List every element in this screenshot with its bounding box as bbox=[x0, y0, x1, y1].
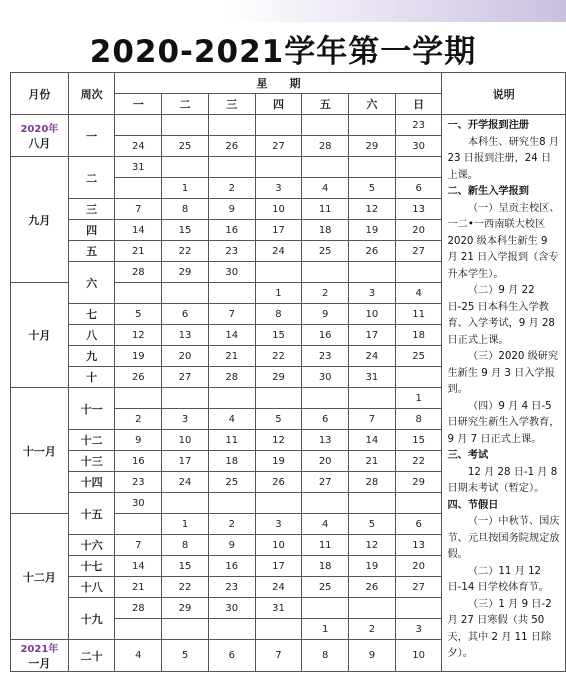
day-cell: 26 bbox=[208, 136, 255, 157]
month-cell bbox=[11, 514, 69, 640]
day-cell: 4 bbox=[115, 640, 162, 672]
day-cell: 23 bbox=[395, 115, 442, 136]
day-cell: 8 bbox=[302, 640, 349, 672]
day-cell bbox=[255, 388, 302, 409]
month-cell bbox=[11, 115, 69, 157]
day-cell: 19 bbox=[349, 556, 396, 577]
day-cell: 22 bbox=[255, 346, 302, 367]
week-cell: 十四 bbox=[68, 472, 115, 493]
day-cell: 12 bbox=[349, 199, 396, 220]
page-title: 2020-2021学年第一学期 bbox=[89, 34, 477, 70]
day-cell: 18 bbox=[302, 220, 349, 241]
day-cell: 16 bbox=[208, 556, 255, 577]
day-cell: 30 bbox=[115, 493, 162, 514]
week-cell: 十二 bbox=[68, 430, 115, 451]
week-cell: 四 bbox=[68, 220, 115, 241]
day-cell: 14 bbox=[208, 325, 255, 346]
day-cell: 28 bbox=[302, 136, 349, 157]
month-cell bbox=[11, 157, 69, 283]
year-label: 2020年 bbox=[20, 124, 59, 135]
day-cell bbox=[208, 493, 255, 514]
day-cell: 5 bbox=[162, 640, 209, 672]
day-cell: 1 bbox=[162, 514, 209, 535]
day-cell: 10 bbox=[395, 640, 442, 672]
day-cell bbox=[208, 115, 255, 136]
day-cell: 5 bbox=[115, 304, 162, 325]
week-cell: 八 bbox=[68, 325, 115, 346]
day-cell: 6 bbox=[395, 178, 442, 199]
day-cell bbox=[255, 619, 302, 640]
day-cell: 22 bbox=[162, 241, 209, 262]
day-cell: 11 bbox=[208, 430, 255, 451]
weekday-header: 二 bbox=[162, 94, 209, 115]
day-cell: 15 bbox=[162, 220, 209, 241]
day-cell: 16 bbox=[208, 220, 255, 241]
day-cell: 31 bbox=[255, 598, 302, 619]
day-cell bbox=[208, 283, 255, 304]
week-cell: 三 bbox=[68, 199, 115, 220]
day-cell: 15 bbox=[162, 556, 209, 577]
day-cell: 12 bbox=[349, 535, 396, 556]
day-cell: 1 bbox=[255, 283, 302, 304]
day-cell: 7 bbox=[255, 640, 302, 672]
day-cell bbox=[349, 115, 396, 136]
notes-paragraph: 本科生、研究生8 月 23 日报到注册，24 日上课。 bbox=[447, 136, 560, 181]
month-label: 一月 bbox=[28, 657, 51, 670]
day-cell bbox=[395, 367, 442, 388]
day-cell: 30 bbox=[208, 598, 255, 619]
day-cell: 3 bbox=[395, 619, 442, 640]
calendar-row bbox=[11, 115, 566, 136]
day-cell bbox=[115, 178, 162, 199]
day-cell: 1 bbox=[302, 619, 349, 640]
day-cell bbox=[255, 115, 302, 136]
day-cell: 10 bbox=[255, 535, 302, 556]
notes-heading: 二、新生入学报到 bbox=[447, 186, 529, 197]
day-cell: 17 bbox=[162, 451, 209, 472]
day-cell: 13 bbox=[162, 325, 209, 346]
day-cell bbox=[115, 619, 162, 640]
day-cell: 3 bbox=[255, 514, 302, 535]
day-cell: 26 bbox=[349, 241, 396, 262]
day-cell: 21 bbox=[349, 451, 396, 472]
month-label: 九月 bbox=[28, 213, 51, 227]
month-cell bbox=[11, 640, 69, 672]
day-cell bbox=[115, 115, 162, 136]
week-cell: 七 bbox=[68, 304, 115, 325]
day-cell: 27 bbox=[395, 577, 442, 598]
day-cell: 10 bbox=[162, 430, 209, 451]
week-cell: 十五 bbox=[68, 493, 115, 535]
day-cell: 24 bbox=[255, 577, 302, 598]
day-cell: 27 bbox=[162, 367, 209, 388]
day-cell bbox=[395, 598, 442, 619]
day-cell bbox=[302, 115, 349, 136]
notes-heading: 一、开学报到注册 bbox=[447, 120, 529, 131]
day-cell: 25 bbox=[395, 346, 442, 367]
day-cell: 25 bbox=[302, 241, 349, 262]
day-cell: 31 bbox=[349, 367, 396, 388]
day-cell bbox=[162, 157, 209, 178]
day-cell bbox=[115, 514, 162, 535]
day-cell: 9 bbox=[349, 640, 396, 672]
day-cell: 19 bbox=[255, 451, 302, 472]
day-cell bbox=[162, 388, 209, 409]
month-header: 月份 bbox=[11, 73, 69, 115]
notes-paragraph: （二）11 月 12 日-14 日学校体育节。 bbox=[447, 565, 549, 593]
weekday-header: 六 bbox=[349, 94, 396, 115]
day-cell: 12 bbox=[115, 325, 162, 346]
day-cell: 8 bbox=[395, 409, 442, 430]
week-cell: 五 bbox=[68, 241, 115, 262]
header-row bbox=[11, 73, 566, 94]
day-cell: 25 bbox=[162, 136, 209, 157]
week-cell: 十一 bbox=[68, 388, 115, 430]
day-cell: 26 bbox=[115, 367, 162, 388]
day-cell: 28 bbox=[349, 472, 396, 493]
day-cell: 6 bbox=[162, 304, 209, 325]
day-cell bbox=[302, 493, 349, 514]
notes-paragraph: （一）呈贡主校区、一二•一西南联大校区 2020 级本科生新生 9 月 21 日入学报到（含专升本学生）。 bbox=[447, 202, 560, 280]
month-label: 十二月 bbox=[22, 570, 56, 584]
day-cell: 6 bbox=[395, 514, 442, 535]
day-cell: 21 bbox=[115, 241, 162, 262]
day-cell bbox=[208, 388, 255, 409]
day-cell: 18 bbox=[302, 556, 349, 577]
day-cell: 21 bbox=[115, 577, 162, 598]
day-cell bbox=[255, 157, 302, 178]
day-cell: 6 bbox=[208, 640, 255, 672]
day-cell: 29 bbox=[255, 367, 302, 388]
day-cell: 23 bbox=[208, 577, 255, 598]
week-cell: 二十 bbox=[68, 640, 115, 672]
day-cell: 16 bbox=[302, 325, 349, 346]
weekday-group-header: 星 期 bbox=[115, 73, 442, 94]
day-cell: 26 bbox=[349, 577, 396, 598]
day-cell: 24 bbox=[349, 346, 396, 367]
day-cell bbox=[208, 619, 255, 640]
notes-paragraph: （三）1 月 9 日-2 月 27 日寒假（共 50 天，其中 2 月 11 日除夕）。 bbox=[447, 598, 552, 659]
day-cell bbox=[162, 283, 209, 304]
day-cell bbox=[302, 157, 349, 178]
weekday-header: 四 bbox=[255, 94, 302, 115]
day-cell bbox=[255, 493, 302, 514]
day-cell bbox=[255, 262, 302, 283]
day-cell: 17 bbox=[255, 556, 302, 577]
day-cell: 24 bbox=[255, 241, 302, 262]
day-cell: 9 bbox=[208, 535, 255, 556]
month-label: 八月 bbox=[28, 137, 51, 150]
day-cell: 2 bbox=[115, 409, 162, 430]
day-cell: 4 bbox=[208, 409, 255, 430]
day-cell: 27 bbox=[302, 472, 349, 493]
day-cell: 6 bbox=[302, 409, 349, 430]
notes-paragraph: 12 月 28 日-1 月 8 日期末考试（暂定）。 bbox=[447, 466, 558, 494]
day-cell: 1 bbox=[162, 178, 209, 199]
week-cell: 十 bbox=[68, 367, 115, 388]
day-cell: 7 bbox=[349, 409, 396, 430]
day-cell: 13 bbox=[302, 430, 349, 451]
week-cell: 九 bbox=[68, 346, 115, 367]
weekday-header: 五 bbox=[302, 94, 349, 115]
day-cell bbox=[162, 115, 209, 136]
day-cell: 31 bbox=[115, 157, 162, 178]
day-cell: 30 bbox=[395, 136, 442, 157]
notes-paragraph: （四）9 月 4 日-5 日研究生新生入学教育，9 月 7 日正式上课。 bbox=[447, 400, 560, 445]
day-cell: 27 bbox=[255, 136, 302, 157]
day-cell: 8 bbox=[255, 304, 302, 325]
day-cell: 5 bbox=[349, 514, 396, 535]
day-cell bbox=[395, 493, 442, 514]
day-cell bbox=[208, 157, 255, 178]
day-cell: 25 bbox=[302, 577, 349, 598]
day-cell: 1 bbox=[395, 388, 442, 409]
day-cell: 10 bbox=[349, 304, 396, 325]
day-cell: 14 bbox=[115, 556, 162, 577]
notes-paragraph: （三）2020 级研究生新生 9 月 3 日入学报到。 bbox=[447, 351, 559, 395]
day-cell: 21 bbox=[208, 346, 255, 367]
week-cell: 十六 bbox=[68, 535, 115, 556]
day-cell: 29 bbox=[162, 262, 209, 283]
day-cell: 2 bbox=[208, 514, 255, 535]
day-cell bbox=[302, 598, 349, 619]
day-cell: 11 bbox=[302, 535, 349, 556]
day-cell: 18 bbox=[395, 325, 442, 346]
day-cell bbox=[349, 157, 396, 178]
day-cell bbox=[302, 388, 349, 409]
day-cell: 20 bbox=[162, 346, 209, 367]
day-cell: 19 bbox=[115, 346, 162, 367]
day-cell: 24 bbox=[162, 472, 209, 493]
notes-paragraph: （一）中秋节、国庆节、元旦按国务院规定放假。 bbox=[447, 516, 560, 560]
day-cell: 24 bbox=[115, 136, 162, 157]
week-cell: 十七 bbox=[68, 556, 115, 577]
week-cell: 十八 bbox=[68, 577, 115, 598]
day-cell bbox=[395, 262, 442, 283]
day-cell: 30 bbox=[208, 262, 255, 283]
week-cell: 一 bbox=[68, 115, 115, 157]
day-cell: 9 bbox=[302, 304, 349, 325]
weekday-header: 日 bbox=[395, 94, 442, 115]
day-cell: 8 bbox=[162, 199, 209, 220]
day-cell bbox=[349, 598, 396, 619]
week-cell: 二 bbox=[68, 157, 115, 199]
day-cell: 20 bbox=[395, 556, 442, 577]
day-cell: 7 bbox=[208, 304, 255, 325]
day-cell: 26 bbox=[255, 472, 302, 493]
week-cell: 六 bbox=[68, 262, 115, 304]
day-cell bbox=[162, 619, 209, 640]
day-cell: 14 bbox=[115, 220, 162, 241]
day-cell: 5 bbox=[255, 409, 302, 430]
day-cell: 13 bbox=[395, 199, 442, 220]
month-cell bbox=[11, 388, 69, 514]
day-cell: 11 bbox=[302, 199, 349, 220]
day-cell bbox=[349, 262, 396, 283]
calendar-table bbox=[10, 72, 566, 672]
week-cell: 十九 bbox=[68, 598, 115, 640]
day-cell: 22 bbox=[395, 451, 442, 472]
day-cell: 8 bbox=[162, 535, 209, 556]
day-cell bbox=[302, 262, 349, 283]
day-cell: 20 bbox=[302, 451, 349, 472]
top-decoration-band bbox=[0, 0, 566, 22]
day-cell: 14 bbox=[349, 430, 396, 451]
day-cell: 4 bbox=[395, 283, 442, 304]
day-cell: 27 bbox=[395, 241, 442, 262]
week-header: 周次 bbox=[68, 73, 115, 115]
day-cell: 20 bbox=[395, 220, 442, 241]
month-label: 十月 bbox=[28, 329, 51, 342]
day-cell: 5 bbox=[349, 178, 396, 199]
day-cell: 23 bbox=[115, 472, 162, 493]
day-cell: 29 bbox=[349, 136, 396, 157]
day-cell: 9 bbox=[208, 199, 255, 220]
day-cell: 2 bbox=[349, 619, 396, 640]
day-cell bbox=[115, 283, 162, 304]
day-cell: 3 bbox=[349, 283, 396, 304]
week-cell: 十三 bbox=[68, 451, 115, 472]
day-cell: 4 bbox=[302, 514, 349, 535]
day-cell: 29 bbox=[395, 472, 442, 493]
notes-heading: 三、考试 bbox=[447, 450, 489, 461]
day-cell: 10 bbox=[255, 199, 302, 220]
weekday-header: 一 bbox=[115, 94, 162, 115]
weekday-header: 三 bbox=[208, 94, 255, 115]
day-cell: 16 bbox=[115, 451, 162, 472]
day-cell: 2 bbox=[302, 283, 349, 304]
day-cell bbox=[349, 493, 396, 514]
notes-heading: 四、节假日 bbox=[447, 499, 499, 511]
day-cell: 4 bbox=[302, 178, 349, 199]
month-label: 十一月 bbox=[22, 444, 56, 458]
day-cell: 13 bbox=[395, 535, 442, 556]
day-cell: 3 bbox=[162, 409, 209, 430]
day-cell bbox=[115, 388, 162, 409]
day-cell bbox=[162, 493, 209, 514]
year-label: 2021年 bbox=[20, 644, 59, 655]
day-cell: 15 bbox=[395, 430, 442, 451]
day-cell: 23 bbox=[302, 346, 349, 367]
day-cell bbox=[395, 157, 442, 178]
day-cell: 18 bbox=[208, 451, 255, 472]
day-cell: 15 bbox=[255, 325, 302, 346]
notes-paragraph: （二）9 月 22 日-25 日本科生入学教育、入学考试，9 月 28 日正式上课。 bbox=[447, 285, 555, 346]
day-cell: 28 bbox=[115, 262, 162, 283]
day-cell: 3 bbox=[255, 178, 302, 199]
day-cell: 22 bbox=[162, 577, 209, 598]
day-cell: 12 bbox=[255, 430, 302, 451]
day-cell: 19 bbox=[349, 220, 396, 241]
day-cell: 17 bbox=[349, 325, 396, 346]
day-cell: 28 bbox=[115, 598, 162, 619]
day-cell: 23 bbox=[208, 241, 255, 262]
notes-header: 说明 bbox=[442, 73, 566, 115]
day-cell: 7 bbox=[115, 535, 162, 556]
day-cell: 2 bbox=[208, 178, 255, 199]
day-cell: 29 bbox=[162, 598, 209, 619]
day-cell: 9 bbox=[115, 430, 162, 451]
day-cell: 30 bbox=[302, 367, 349, 388]
day-cell bbox=[349, 388, 396, 409]
notes-cell bbox=[442, 115, 566, 672]
day-cell: 25 bbox=[208, 472, 255, 493]
day-cell: 28 bbox=[208, 367, 255, 388]
day-cell: 17 bbox=[255, 220, 302, 241]
day-cell: 7 bbox=[115, 199, 162, 220]
day-cell: 11 bbox=[395, 304, 442, 325]
month-cell bbox=[11, 283, 69, 388]
